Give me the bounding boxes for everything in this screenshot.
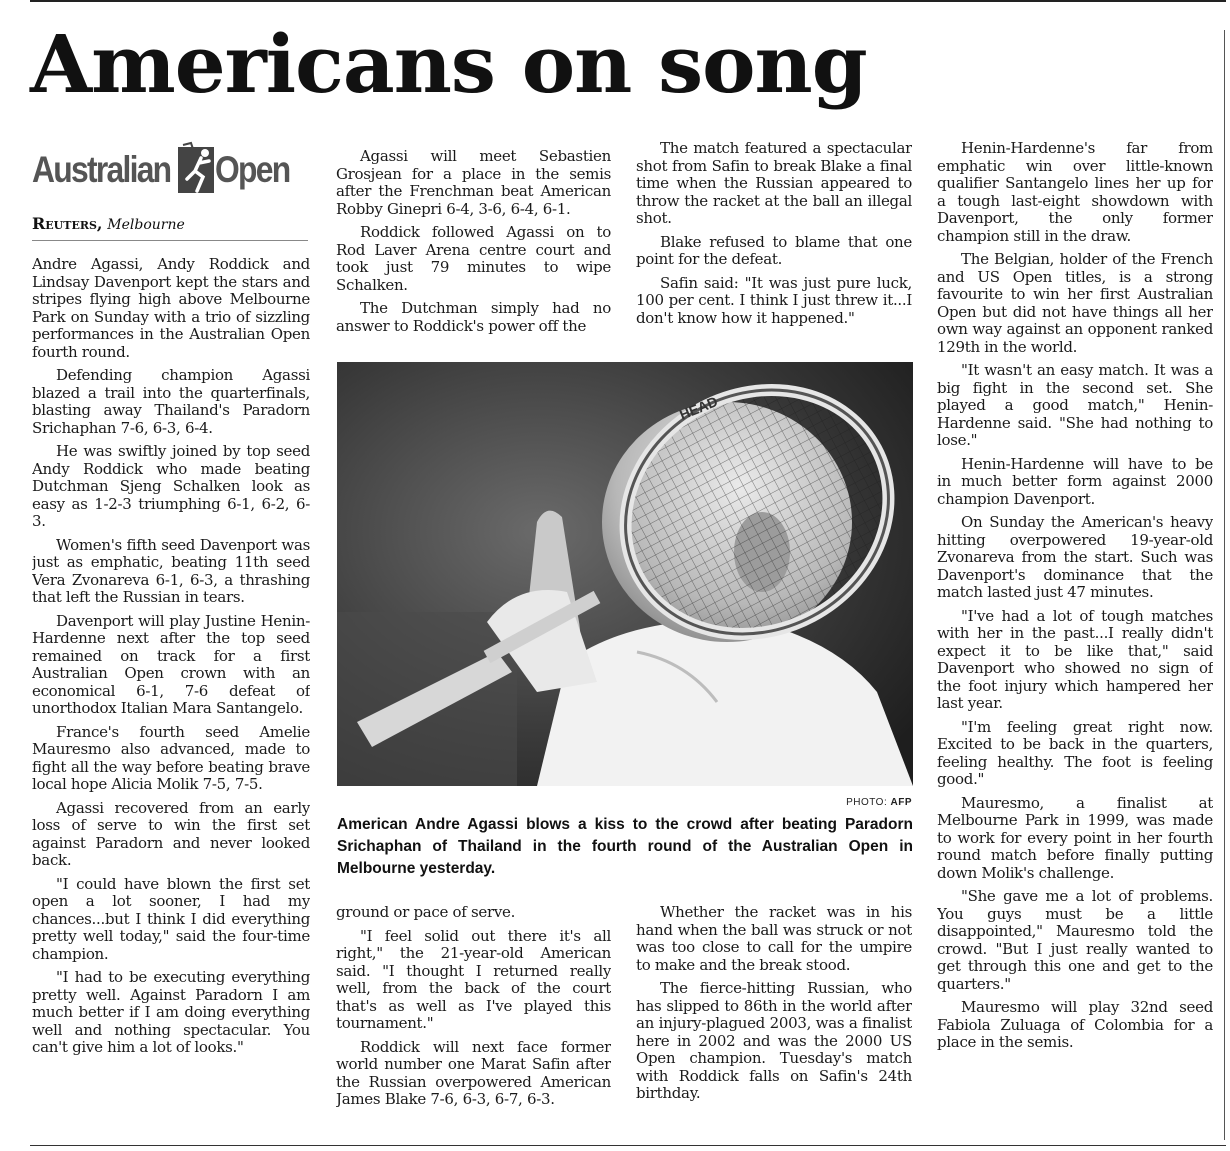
col4-paragraph: Henin-Hardenne's far from emphatic win over little-known qualifier Santangelo lines her up for a tough last-eight showdown with Davenport, the only former champion still in the draw. — [937, 140, 1213, 245]
col1-paragraph: Andre Agassi, Andy Roddick and Lindsay Davenport kept the stars and stripes flying high above Melbourne Park on Sunday with a trio of sizzling performances in the Australian Open fourth round. — [32, 256, 310, 361]
column-1 — [32, 256, 310, 1136]
col2-paragraph: The Dutchman simply had no answer to Roddick's power off the — [336, 299, 611, 335]
col4-paragraph: "I've had a lot of tough matches with her in the past...I really didn't expect it to be like that," said Davenport who showed no sign of the foot injury which hampered her last year. — [937, 606, 1213, 712]
col1-paragraph: He was swiftly joined by top seed Andy Roddick who made beating Dutchman Sjeng Schalken look as easy as 1-2-3 triumphing 6-1, 6-2, 6-3. — [32, 442, 310, 530]
photo-caption: American Andre Agassi blows a kiss to the crowd after beating Paradorn Srichaphan of Thailand in the fourth round of the Australian Open in Melbourne yesterday. — [337, 816, 913, 877]
byline-agency: Reuters, — [32, 214, 103, 233]
col4-paragraph: The Belgian, holder of the French and US Open titles, is a strong favourite to win her first Australian Open but did not have things all her own way against an opponent ranked 129th in the world. — [937, 250, 1213, 356]
photo-credit-label: PHOTO: — [846, 797, 888, 808]
col2-paragraph: Roddick will next face former world number one Marat Safin after the Russian overpowered American James Blake 7-6, 6-3, 6-7, 6-3. — [336, 1037, 611, 1108]
col4-paragraph: On Sunday the American's heavy hitting overpowered 19-year-old Zvonareva from the start. Such was Davenport's dominance that the match lasted just 47 minutes. — [937, 513, 1213, 601]
col1-paragraph: "I had to be executing everything pretty well. Against Paradorn I am much better if I am doing everything well and nothing spectacular. You can't give him a lot of looks." — [32, 968, 310, 1056]
photo-credit-source: AFP — [890, 797, 912, 808]
logo-word-australian: Australian — [32, 149, 171, 190]
australian-open-logo — [32, 140, 308, 200]
col2-paragraph: Roddick followed Agassi on to Rod Laver Arena centre court and took just 79 minutes to wipe Schalken. — [336, 223, 611, 294]
byline-place: Melbourne — [107, 217, 185, 233]
column-3-bottom — [636, 904, 912, 1136]
tennis-player-icon — [175, 141, 219, 199]
col3-paragraph: Safin said: "It was just pure luck, 100 per cent. I think I just threw it...I don't know how it happened." — [636, 273, 912, 327]
col4-paragraph: "It wasn't an easy match. It was a big fight in the second set. She played a good match," Henin-Hardenne said. "She had nothing to lose." — [937, 361, 1213, 449]
byline — [32, 214, 308, 233]
col3-paragraph: The match featured a spectacular shot from Safin to break Blake a final time when the Russian appeared to throw the racket at the ball an illegal shot. — [636, 140, 912, 227]
col2-paragraph: Agassi will meet Sebastien Grosjean for a place in the semis after the Frenchman beat American Robby Ginepri 6-4, 3-6, 6-4, 6-1. — [336, 148, 611, 218]
photo-illustration — [337, 362, 913, 786]
col4-paragraph: "I'm feeling great right now. Excited to be back in the quarters, feeling healthy. The foot is feeling good." — [937, 717, 1213, 788]
column-2-top — [336, 148, 611, 348]
col3-paragraph: Whether the racket was in his hand when the ball was struck or not was too close to call for the umpire to make and the break stood. — [636, 904, 912, 974]
column-2-bottom — [336, 904, 611, 1136]
col4-paragraph: Mauresmo will play 32nd seed Fabiola Zuluaga of Colombia for a place in the semis. — [937, 998, 1213, 1051]
col4-paragraph: "She gave me a lot of problems. You guys must be a little disappointed," Mauresmo told the crowd. "But I just really wanted to get through this one and get to the quarters." — [937, 887, 1213, 993]
col4-paragraph: Henin-Hardenne will have to be in much better form against 2000 champion Davenport. — [937, 454, 1213, 508]
headline: Americans on song — [30, 17, 867, 111]
col4-paragraph: Mauresmo, a finalist at Melbourne Park in 1999, was made to work for every point in her fourth round match before finally putting down Molik's challenge. — [937, 793, 1213, 882]
column-3-top — [636, 140, 912, 348]
col1-paragraph: France's fourth seed Amelie Mauresmo also advanced, made to fight all the way before beating brave local hope Alicia Molik 7-5, 7-5. — [32, 722, 310, 793]
col1-paragraph: Agassi recovered from an early loss of serve to win the first set against Paradorn and never looked back. — [32, 798, 310, 869]
col2-paragraph: ground or pace of serve. — [336, 904, 516, 921]
bottom-rule — [30, 1145, 1226, 1146]
col3-paragraph: The fierce-hitting Russian, who has slipped to 86th in the world after an injury-plagued 2003, was a finalist here in 2002 and was the 2000 US Open champion. Tuesday's match with Roddick falls on Safin's 24th birthday. — [636, 979, 912, 1102]
agassi-photo — [337, 362, 913, 786]
logo-word-open: Open — [214, 149, 290, 190]
col1-paragraph: Women's fifth seed Davenport was just as emphatic, beating 11th seed Vera Zvonareva 6-1, 6-3, a thrashing that left the Russian in tears. — [32, 535, 310, 606]
right-rule — [1224, 30, 1225, 1140]
top-rule — [30, 0, 1226, 2]
col1-paragraph: Defending champion Agassi blazed a trail into the quarterfinals, blasting away Thailand's Paradorn Srichaphan 7-6, 6-3, 6-4. — [32, 366, 310, 437]
byline-divider — [32, 240, 308, 241]
col2-paragraph: "I feel solid out there it's all right," the 21-year-old American said. "I thought I returned really well, from the back of the court that's as well as I've played this tournament." — [336, 926, 611, 1032]
col1-paragraph: "I could have blown the first set open a lot sooner, I had my chances...but I think I did everything pretty well today," said the four-time champion. — [32, 874, 310, 963]
col3-paragraph: Blake refused to blame that one point for the defeat. — [636, 232, 912, 268]
col1-paragraph: Davenport will play Justine Henin-Hardenne next after the top seed remained on track for a first Australian Open crown with an economical 6-1, 7-6 defeat of unorthodox Italian Mara Santangelo. — [32, 611, 310, 717]
photo-credit — [820, 797, 912, 808]
column-4 — [937, 140, 1213, 1136]
racket-brand-text: HEAD — [677, 393, 720, 423]
